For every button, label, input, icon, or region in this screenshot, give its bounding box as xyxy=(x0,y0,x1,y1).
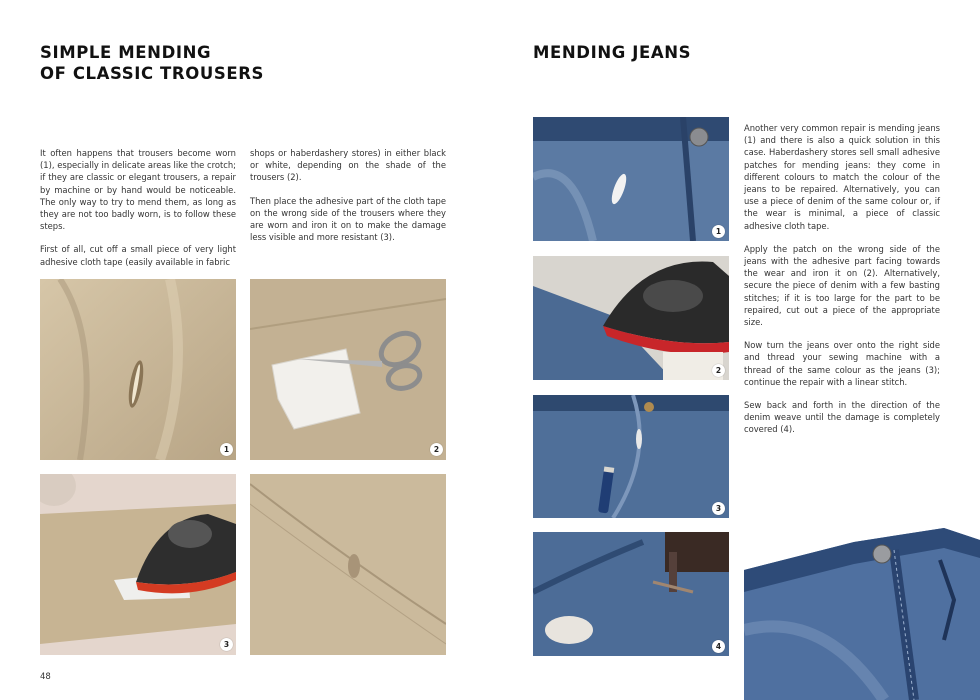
photo-number-badge: 2 xyxy=(712,364,725,377)
left-col1-paragraph-2: First of all, cut off a small piece of very light adhesive cloth tape (easily available in fabric xyxy=(40,244,236,267)
worn-jeans-photo xyxy=(533,117,729,241)
left-text-column-1 xyxy=(40,147,236,279)
right-page-title: MENDING JEANS xyxy=(533,43,692,62)
photo-number-badge: 1 xyxy=(712,225,725,238)
jeans-thread-photo xyxy=(533,395,729,518)
scissors-tape-photo xyxy=(250,279,446,460)
photo-number-badge: 3 xyxy=(220,638,233,651)
trousers-worn-photo xyxy=(40,279,236,460)
jeans-cutout-photo xyxy=(744,520,980,700)
photo-number-badge: 1 xyxy=(220,443,233,456)
page-number: 48 xyxy=(40,672,51,682)
right-paragraph-2: Apply the patch on the wrong side of the jeans with the adhesive part facing towards the wear and iron it on (2). Alternatively, secure the piece of denim with a few basting stitches; if it is too large for the part to be repaired, cut out a piece of the appropriate size. xyxy=(744,243,940,328)
left-text-column-2 xyxy=(250,147,446,254)
jeans-sewing-photo xyxy=(533,532,729,656)
left-col1-paragraph-1: It often happens that trousers become worn (1), especially in delicate areas like the crotch; if they are classic or elegant trousers, a repair by machine or by hand would be noticeable. The only way to try to mend them, as long as they are not too badly worn, is to follow these steps. xyxy=(40,148,236,232)
left-col2-paragraph-1: shops or haberdashery stores) in either black or white, depending on the shade of the trousers (2). xyxy=(250,148,446,183)
photo-number-badge: 2 xyxy=(430,443,443,456)
right-paragraph-4: Sew back and forth in the direction of the denim weave until the damage is completely covered (4). xyxy=(744,400,940,435)
jeans-ironing-photo xyxy=(533,256,729,380)
photo-number-badge: 3 xyxy=(712,502,725,515)
right-text-column xyxy=(744,122,940,447)
right-paragraph-1: Another very common repair is mending jeans (1) and there is also a quick solution in this case. Haberdashery stores sell small adhesive patches for mending jeans: they come in different colours to match the colour of the jeans to be repaired. Alternatively, you can use a piece of denim of the same colour or, if the wear is minimal, a piece of classic adhesive cloth tape. xyxy=(744,123,940,231)
left-col2-paragraph-2: Then place the adhesive part of the cloth tape on the wrong side of the trousers where they are worn and iron it on to make the damage less visible and more resistant (3). xyxy=(250,195,446,243)
repaired-trousers-photo xyxy=(250,474,446,655)
photo-number-badge: 4 xyxy=(712,640,725,653)
right-paragraph-3: Now turn the jeans over onto the right side and thread your sewing machine with a thread of the same colour as the jeans (3); continue the repair with a linear stitch. xyxy=(744,340,940,387)
left-page-title: SIMPLE MENDING OF CLASSIC TROUSERS xyxy=(40,43,264,83)
iron-trousers-photo xyxy=(40,474,236,655)
